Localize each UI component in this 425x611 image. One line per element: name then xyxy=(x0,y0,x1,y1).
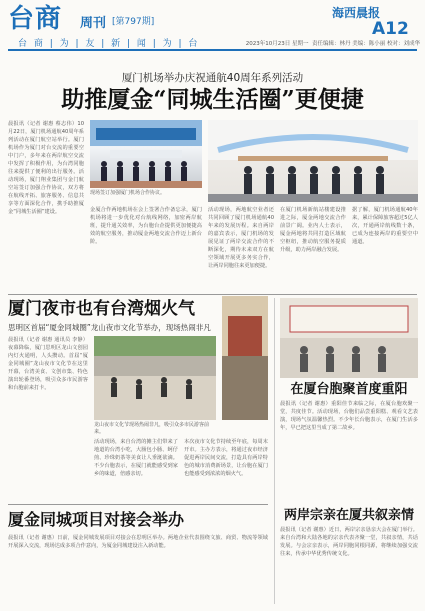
publication-line xyxy=(245,39,420,47)
reunion-photo xyxy=(280,298,418,378)
street-photo-icon xyxy=(94,336,216,420)
project-text: 晨报讯（记者 谢惠）日前，厦金同城发展项目对接会在思明区举办。两地企业代表围绕文旅、商贸、物流等领域开展深入交流，现场达成多项合作意向，为厦金同城建设注入新动能。 xyxy=(8,535,268,549)
issue-number-text: 第797期 xyxy=(115,17,151,27)
masthead-slogan: 台 商 | 为 | 友 | 新 | 闻 | 为 | 台 xyxy=(18,39,200,49)
section-divider xyxy=(8,294,417,295)
lead-photo-2 xyxy=(208,120,418,202)
masthead-title: 台商 xyxy=(8,4,63,34)
stage-photo-icon xyxy=(280,298,418,378)
lead-kicker: 厦门机场举办庆祝通航40周年系列活动 xyxy=(121,72,304,84)
clan-text: 晨报讯（记者 谢惠）近日，两岸宗亲恳亲大会在厦门举行。来自台湾和大陆各地的宗亲代表齐聚一堂，共叙亲情，共话发展。与会宗亲表示，两岸同胞同根同源，将继续加强交流往来，传承中华优秀传统文化。 xyxy=(280,527,418,557)
lead-column-3: 活动现场，两地航空业者还共同回顾了厦门机场通航40年来的发展历程。来自两岸的嘉宾表示，厦门机场的发展见证了两岸交流合作的不断深化，期待未来双方在航空领域开展更多务实合作，让两岸同胞往来更加便捷。 xyxy=(208,207,274,269)
column-divider xyxy=(274,298,275,604)
lead-column-4: 在厦门机场新航站楼建设推进之际，厦金两地交流合作前景广阔。业内人士表示，厦金两地将共同打造区域航空枢纽，推动航空服务提质升级，助力两岸融合发展。 xyxy=(280,207,346,253)
lead-photo xyxy=(90,120,202,188)
signing-photo-icon xyxy=(208,120,418,202)
night-market-photo-caption: 龙山夜市文化节现场热闹非凡，吸引众多市民游客前来。 xyxy=(94,422,210,435)
lead-column-2: 金厦合作两地机场在会上签署合作备忘录，厦门机场将进一步优化对台航线网络，加密两岸航班，提升通关效率，为台胞台企提供更加便捷高效的航空服务，推动厦金两地交流合作迈上新台阶。 xyxy=(90,207,202,245)
reunion-headline: 在厦台胞聚首度重阳 xyxy=(290,382,408,397)
clan-headline: 两岸宗亲在厦共叙亲情 xyxy=(283,508,414,523)
reunion-text: 晨报讯（记者 谢惠）重阳佳节来临之际，在厦台胞欢聚一堂，共度佳节。活动现场，台胞们品尝重阳糕、观看文艺表演，现场气氛温馨热烈。不少年长台胞表示，在厦门生活多年，早已把这里当成了第二故乡。 xyxy=(280,401,418,431)
editor-line: 责任编辑：林丹 美编：陈小丽 校对：刘成华 xyxy=(312,41,420,47)
stall-photo-icon xyxy=(222,296,268,420)
project-headline: 厦金同城项目对接会举办 xyxy=(8,510,185,529)
night-market-photo xyxy=(94,336,216,420)
lead-headline: 助推厦金“同城生活圈”更便捷 xyxy=(61,86,364,113)
night-market-column-1: 晨报讯（记者 谢惠 通讯员 李静）夜幕降临，厦门思明区龙山文创园内灯火通明，人头攒动。首届“厦金同城圈”龙山夜市文化节在这里开幕，台湾美食、文创市集、特色演出轮番登场，吸引众多市民游客和台胞前来打卡。 xyxy=(8,337,88,391)
night-market-column-3: 本次夜市文化节持续至年底，每周末开市。主办方表示，将通过夜市经济促进两岸民间交流，打造具有两岸特色的城市消费新场景，让台胞在厦门也能感受到浓浓的烟火气。 xyxy=(184,439,268,477)
lead-photo-caption: 现场签订加强厦门机场合作协议。 xyxy=(90,190,166,196)
night-market-headline: 厦门夜市也有台湾烟火气 xyxy=(8,299,195,319)
date-line: 2023年10月23日 星期一 xyxy=(245,41,309,47)
lead-column-1: 晨报讯（记者 谢惠 蔡志伟）10月22日，厦门机场通航40周年系列活动在厦门航空站举行。厦门机场作为厦门对台交流的重要空中门户，多年来在两岸航空交流中发挥了积极作用，为台湾同胞往来提供了便利的出行服务。活动现场，厦门翔业集团与金门航空站签订加强合作协议，双方将在航线开拓、旅客服务、信息共享等方面深化合作，携手助推厦金“同城生活圈”建设。 xyxy=(8,121,84,215)
night-market-column-2: 活动现场，来自台湾的摊主们带来了地道的台湾小吃，大肠包小肠、蚵仔煎、珍珠奶茶等美食让人垂涎欲滴。不少台胞表示，在厦门就能感受到家乡的味道，倍感亲切。 xyxy=(94,439,178,477)
paper-logo: 海西晨报 xyxy=(332,6,381,20)
project-divider xyxy=(8,504,268,505)
masthead-rule xyxy=(8,49,417,51)
masthead-weekly: 周刊 xyxy=(80,16,107,31)
issue-number: [第797期] xyxy=(112,17,155,27)
page-number: A12 xyxy=(372,19,409,39)
ceremony-photo-icon xyxy=(90,120,202,188)
lead-column-5: 据了解，厦门机场通航40年来，累计保障旅客超过5亿人次，开通两岸航线数十条，已成为连接两岸的重要空中通道。 xyxy=(352,207,418,245)
night-market-subhead: 思明区首届“厦金同城圈”龙山夜市文化节举办，现场热闹非凡 xyxy=(8,323,211,332)
night-market-photo-2 xyxy=(222,296,268,420)
